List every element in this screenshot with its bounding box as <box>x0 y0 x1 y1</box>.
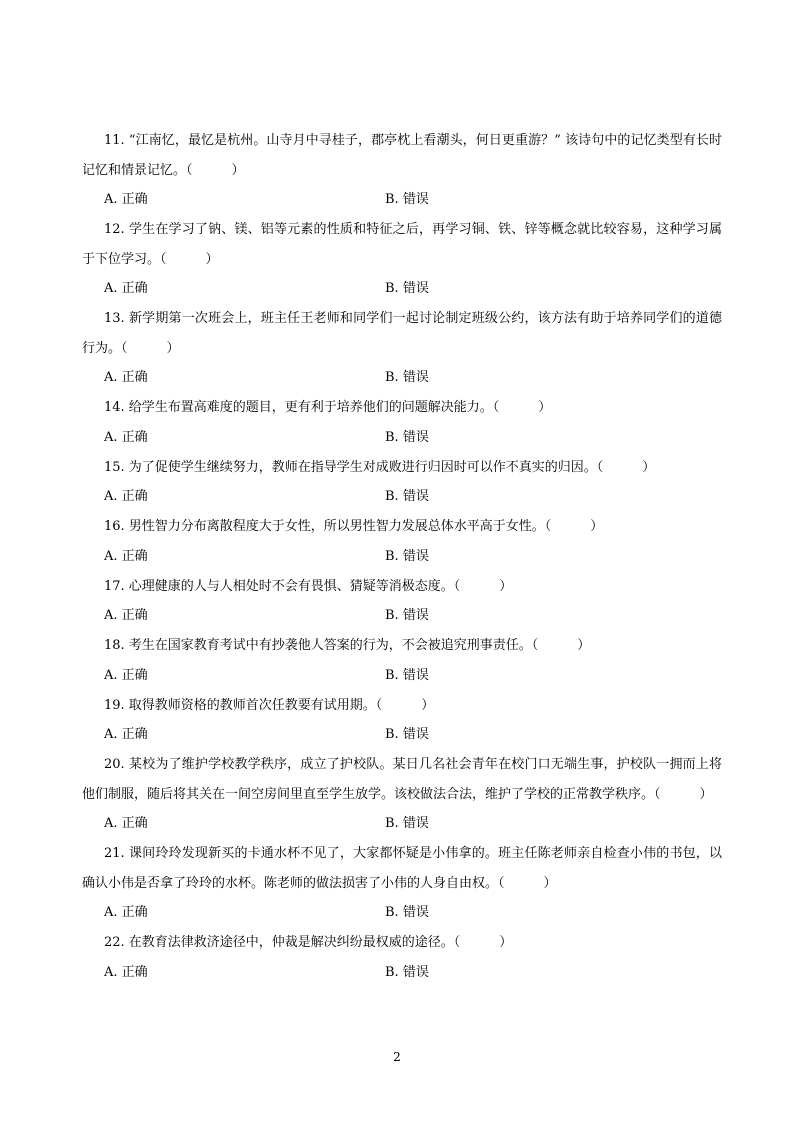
option-a: A. 正确 <box>104 192 148 207</box>
answer-options <box>82 363 722 393</box>
option-a: A. 正确 <box>104 667 148 683</box>
question-item <box>82 928 722 988</box>
option-b: B. 错误 <box>385 667 429 683</box>
question-text: 15. 为了促使学生继续努力，教师在指导学生对成败进行归因时可以作不真实的归因。（ ） <box>104 459 656 475</box>
option-b: B. 错误 <box>385 489 429 504</box>
option-b: B. 错误 <box>385 727 429 742</box>
option-b: B. 错误 <box>385 816 429 831</box>
option-b: B. 错误 <box>385 905 429 920</box>
answer-options <box>82 542 722 572</box>
question-text: 12. 学生在学习了钠、镁、铝等元素的性质和特征之后，再学习铜、铁、锌等概念就比较容易，这种学习属于下位学习。（ ） <box>82 222 722 267</box>
option-a: A. 正确 <box>104 816 148 831</box>
question-item <box>82 691 722 751</box>
question-item <box>82 215 722 304</box>
option-a: A. 正确 <box>104 370 148 385</box>
question-text: 11. “江南忆，最忆是杭州。山寺月中寻桂子，郡亭枕上看潮头，何日更重游？” 该诗句中的记忆类型有长时记忆和情景记忆。（ ） <box>82 133 722 178</box>
answer-options <box>82 185 722 215</box>
option-b: B. 错误 <box>385 548 429 564</box>
answer-options <box>82 720 722 750</box>
answer-options <box>82 274 722 304</box>
question-item <box>82 750 722 839</box>
answer-options <box>82 601 722 631</box>
option-b: B. 错误 <box>385 429 429 445</box>
option-a: A. 正确 <box>104 905 148 920</box>
question-item <box>82 126 722 215</box>
question-item <box>82 304 722 393</box>
question-text: 17. 心理健康的人与人相处时不会有畏惧、猜疑等消极态度。（ ） <box>104 578 513 594</box>
option-a: A. 正确 <box>104 727 148 742</box>
answer-options <box>82 482 722 512</box>
option-b: B. 错误 <box>385 964 429 980</box>
question-item <box>82 839 722 928</box>
question-text: 20. 某校为了维护学校教学秩序，成立了护校队。某日几名社会青年在校门口无端生事，护校队一拥而上将他们制服，随后将其关在一间空房间里直至学生放学。该校做法合法，维护了学校的正常教学秩序。（ ） <box>82 757 722 802</box>
question-text: 21. 课间玲玲发现新买的卡通水杯不见了，大家都怀疑是小伟拿的。班主任陈老师亲自检查小伟的书包，以确认小伟是否拿了玲玲的水杯。陈老师的做法损害了小伟的人身自由权。（ ） <box>82 846 722 891</box>
option-b: B. 错误 <box>385 281 429 296</box>
question-list <box>82 126 722 988</box>
option-b: B. 错误 <box>385 608 429 623</box>
answer-options <box>82 809 722 839</box>
option-a: A. 正确 <box>104 548 148 564</box>
answer-options <box>82 898 722 928</box>
question-text: 16. 男性智力分布离散程度大于女性，所以男性智力发展总体水平高于女性。（ ） <box>104 519 604 534</box>
page-number: 2 <box>393 1050 401 1064</box>
option-a: A. 正确 <box>104 608 148 623</box>
answer-options <box>82 661 722 691</box>
question-text: 22. 在教育法律救济途径中，仲裁是解决纠纷最权威的途径。（ ） <box>104 935 513 950</box>
question-item <box>82 631 722 691</box>
answer-options <box>82 958 722 988</box>
option-b: B. 错误 <box>385 192 429 207</box>
answer-options <box>82 423 722 453</box>
question-text: 18. 考生在国家教育考试中有抄袭他人答案的行为，不会被追究刑事责任。（ ） <box>104 638 591 653</box>
question-text: 19. 取得教师资格的教师首次任教要有试用期。（ ） <box>104 697 435 713</box>
question-item <box>82 393 722 453</box>
option-a: A. 正确 <box>104 281 148 296</box>
option-a: A. 正确 <box>104 429 148 445</box>
question-item <box>82 512 722 572</box>
option-b: B. 错误 <box>385 370 429 385</box>
question-text: 14. 给学生布置高难度的题目，更有利于培养他们的问题解决能力。（ ） <box>104 400 552 415</box>
question-text: 13. 新学期第一次班会上，班主任王老师和同学们一起讨论制定班级公约，该方法有助于培养同学们的道德行为。（ ） <box>82 311 722 356</box>
option-a: A. 正确 <box>104 964 148 980</box>
option-a: A. 正确 <box>104 489 148 504</box>
question-item <box>82 572 722 632</box>
question-item <box>82 453 722 513</box>
